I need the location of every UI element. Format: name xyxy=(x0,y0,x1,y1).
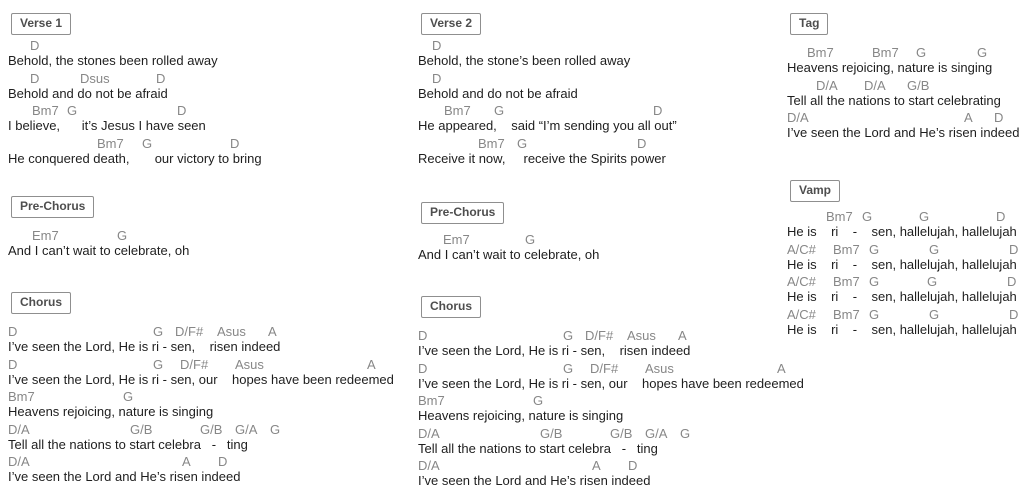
chord-line xyxy=(418,459,818,473)
chord: G xyxy=(517,136,528,151)
lyric-line: Heavens rejoicing, nature is singing xyxy=(787,60,993,75)
lyric-line: And I can’t wait to celebrate, oh xyxy=(418,247,600,262)
chord: D xyxy=(30,38,40,53)
chord: G/B xyxy=(200,422,223,437)
chord: D xyxy=(1009,307,1019,322)
chord-line xyxy=(8,358,408,372)
chord: Bm7 xyxy=(826,209,853,224)
chord: Bm7 xyxy=(418,393,445,408)
chord: Bm7 xyxy=(478,136,505,151)
chord: Asus xyxy=(645,361,674,376)
chord: D xyxy=(994,110,1004,125)
chord: Bm7 xyxy=(32,103,59,118)
chord: D xyxy=(30,71,40,86)
chord: D/A xyxy=(8,454,30,469)
chord: G xyxy=(533,393,544,408)
lyric-line: I’ve seen the Lord and He’s risen indeed xyxy=(418,473,651,488)
chord: G xyxy=(117,228,128,243)
lyric-line: I’ve seen the Lord and He’s risen indeed xyxy=(8,469,241,484)
lyric-line: Behold, the stone’s been rolled away xyxy=(418,53,631,68)
chord: G/B xyxy=(907,78,930,93)
chord-line xyxy=(418,329,818,343)
chord: G xyxy=(869,242,880,257)
chord: Dsus xyxy=(80,71,110,86)
chord: A xyxy=(964,110,973,125)
chord: D xyxy=(432,38,442,53)
chord: G xyxy=(862,209,873,224)
chord: Bm7 xyxy=(872,45,899,60)
chord: D/F# xyxy=(590,361,619,376)
chord-line xyxy=(418,394,818,408)
lyric-line: I’ve seen the Lord, He is ri - sen, risen indeed xyxy=(418,343,691,358)
chord-line xyxy=(418,233,818,247)
chord-line xyxy=(418,137,818,151)
chord: Bm7 xyxy=(833,242,860,257)
chord: G xyxy=(563,361,574,376)
chord: D/A xyxy=(8,422,30,437)
lyric-line: He is ri - sen, hallelujah, hallelujah xyxy=(787,322,1017,337)
chord: D/F# xyxy=(180,357,209,372)
lyric-line: He appeared, said “I’m sending you all out” xyxy=(418,118,677,133)
chord: D xyxy=(653,103,663,118)
lyric-line: Heavens rejoicing, nature is singing xyxy=(8,404,214,419)
chord: D xyxy=(628,458,638,473)
chord: D/F# xyxy=(175,324,204,339)
lyric-line: He is ri - sen, hallelujah, hallelujah xyxy=(787,289,1017,304)
chord: G xyxy=(919,209,930,224)
chord: G xyxy=(869,307,880,322)
chord: D/A xyxy=(816,78,838,93)
chord-line xyxy=(418,362,818,376)
chord: D xyxy=(1007,274,1017,289)
chord: G xyxy=(153,357,164,372)
chord-line xyxy=(8,390,408,404)
chord: D xyxy=(1009,242,1019,257)
chord: D/A xyxy=(787,110,809,125)
chord-line xyxy=(8,325,408,339)
chord: G xyxy=(142,136,153,151)
chord: A xyxy=(182,454,191,469)
lyric-line: I’ve seen the Lord, He is ri - sen, risen indeed xyxy=(8,339,281,354)
chord: D xyxy=(177,103,187,118)
lyric-line: Tell all the nations to start celebrating xyxy=(787,93,1001,108)
chord: D/A xyxy=(418,458,440,473)
chord: Bm7 xyxy=(8,389,35,404)
chord: Bm7 xyxy=(833,274,860,289)
chord: A xyxy=(592,458,601,473)
chord: D xyxy=(8,357,18,372)
chord-line xyxy=(418,72,818,86)
chord-line xyxy=(8,229,408,243)
chord: Bm7 xyxy=(97,136,124,151)
chord-line xyxy=(418,39,818,53)
chord: G xyxy=(869,274,880,289)
chord: Asus xyxy=(235,357,264,372)
chord: G/B xyxy=(610,426,633,441)
chord: D xyxy=(156,71,166,86)
chord: D xyxy=(996,209,1006,224)
chord: G/A xyxy=(235,422,258,437)
lyric-line: I’ve seen the Lord, He is ri - sen, our hopes have been redeemed xyxy=(8,372,394,387)
chord-line xyxy=(787,275,1024,289)
chord: G/B xyxy=(540,426,563,441)
chord: A xyxy=(678,328,687,343)
lyric-line: Behold, the stones been rolled away xyxy=(8,53,218,68)
chord: D xyxy=(218,454,228,469)
chord: G xyxy=(123,389,134,404)
chord: G xyxy=(153,324,164,339)
chord: G xyxy=(494,103,505,118)
chord-line xyxy=(8,423,408,437)
chord: G xyxy=(929,307,940,322)
lyric-line: And I can’t wait to celebrate, oh xyxy=(8,243,190,258)
chord: A/C# xyxy=(787,307,816,322)
section-label: Pre-Chorus xyxy=(11,196,94,218)
chord-line xyxy=(418,104,818,118)
chord-line xyxy=(418,427,818,441)
lyric-line: Receive it now, receive the Spirits power xyxy=(418,151,666,166)
lyric-line: Tell all the nations to start celebra - ting xyxy=(8,437,248,452)
lyric-line: I’ve seen the Lord and He’s risen indeed xyxy=(787,125,1020,140)
section-label: Verse 2 xyxy=(421,13,481,35)
section-label: Verse 1 xyxy=(11,13,71,35)
chord: D xyxy=(418,328,428,343)
chord: D xyxy=(637,136,647,151)
chord-line xyxy=(787,308,1024,322)
chord: A xyxy=(268,324,277,339)
chord: Em7 xyxy=(443,232,470,247)
lyric-line: I’ve seen the Lord, He is ri - sen, our hopes have been redeemed xyxy=(418,376,804,391)
chord: G xyxy=(270,422,281,437)
chord: Bm7 xyxy=(807,45,834,60)
lyric-line: Tell all the nations to start celebra - ting xyxy=(418,441,658,456)
chord-line xyxy=(787,243,1024,257)
chord: G/A xyxy=(645,426,668,441)
section-label: Pre-Chorus xyxy=(421,202,504,224)
section-label: Chorus xyxy=(421,296,481,318)
section-label: Vamp xyxy=(790,180,840,202)
chord: G xyxy=(977,45,988,60)
section-label: Chorus xyxy=(11,292,71,314)
chord: G xyxy=(563,328,574,343)
chord-line xyxy=(8,39,408,53)
chord-line xyxy=(787,111,1024,125)
chord-line xyxy=(8,455,408,469)
chord-line xyxy=(787,79,1024,93)
lyric-line: He conquered death, our victory to bring xyxy=(8,151,262,166)
chord-line xyxy=(787,210,1024,224)
chord: D xyxy=(8,324,18,339)
chord: G xyxy=(67,103,78,118)
chord: Asus xyxy=(627,328,656,343)
chord-line xyxy=(8,137,408,151)
chord: G xyxy=(680,426,691,441)
chord: A xyxy=(367,357,376,372)
chord: Bm7 xyxy=(833,307,860,322)
chord: A/C# xyxy=(787,242,816,257)
chord: G xyxy=(525,232,536,247)
lyric-line: I believe, it’s Jesus I have seen xyxy=(8,118,206,133)
chord: A/C# xyxy=(787,274,816,289)
chord: D xyxy=(418,361,428,376)
chord-line xyxy=(8,72,408,86)
chord: G xyxy=(916,45,927,60)
chord: D/F# xyxy=(585,328,614,343)
section-label: Tag xyxy=(790,13,828,35)
chord: G xyxy=(927,274,938,289)
chord: D xyxy=(432,71,442,86)
chord-line xyxy=(8,104,408,118)
lyric-line: Behold and do not be afraid xyxy=(418,86,578,101)
chord: D/A xyxy=(864,78,886,93)
lyric-line: He is ri - sen, hallelujah, hallelujah xyxy=(787,224,1017,239)
chord: D/A xyxy=(418,426,440,441)
chord: Em7 xyxy=(32,228,59,243)
chord: Bm7 xyxy=(444,103,471,118)
chord-line xyxy=(787,46,1024,60)
chord: G/B xyxy=(130,422,153,437)
chord: A xyxy=(777,361,786,376)
chord: G xyxy=(929,242,940,257)
chord: D xyxy=(230,136,240,151)
lyric-line: Heavens rejoicing, nature is singing xyxy=(418,408,624,423)
lyric-line: He is ri - sen, hallelujah, hallelujah xyxy=(787,257,1017,272)
lyric-line: Behold and do not be afraid xyxy=(8,86,168,101)
chord: Asus xyxy=(217,324,246,339)
